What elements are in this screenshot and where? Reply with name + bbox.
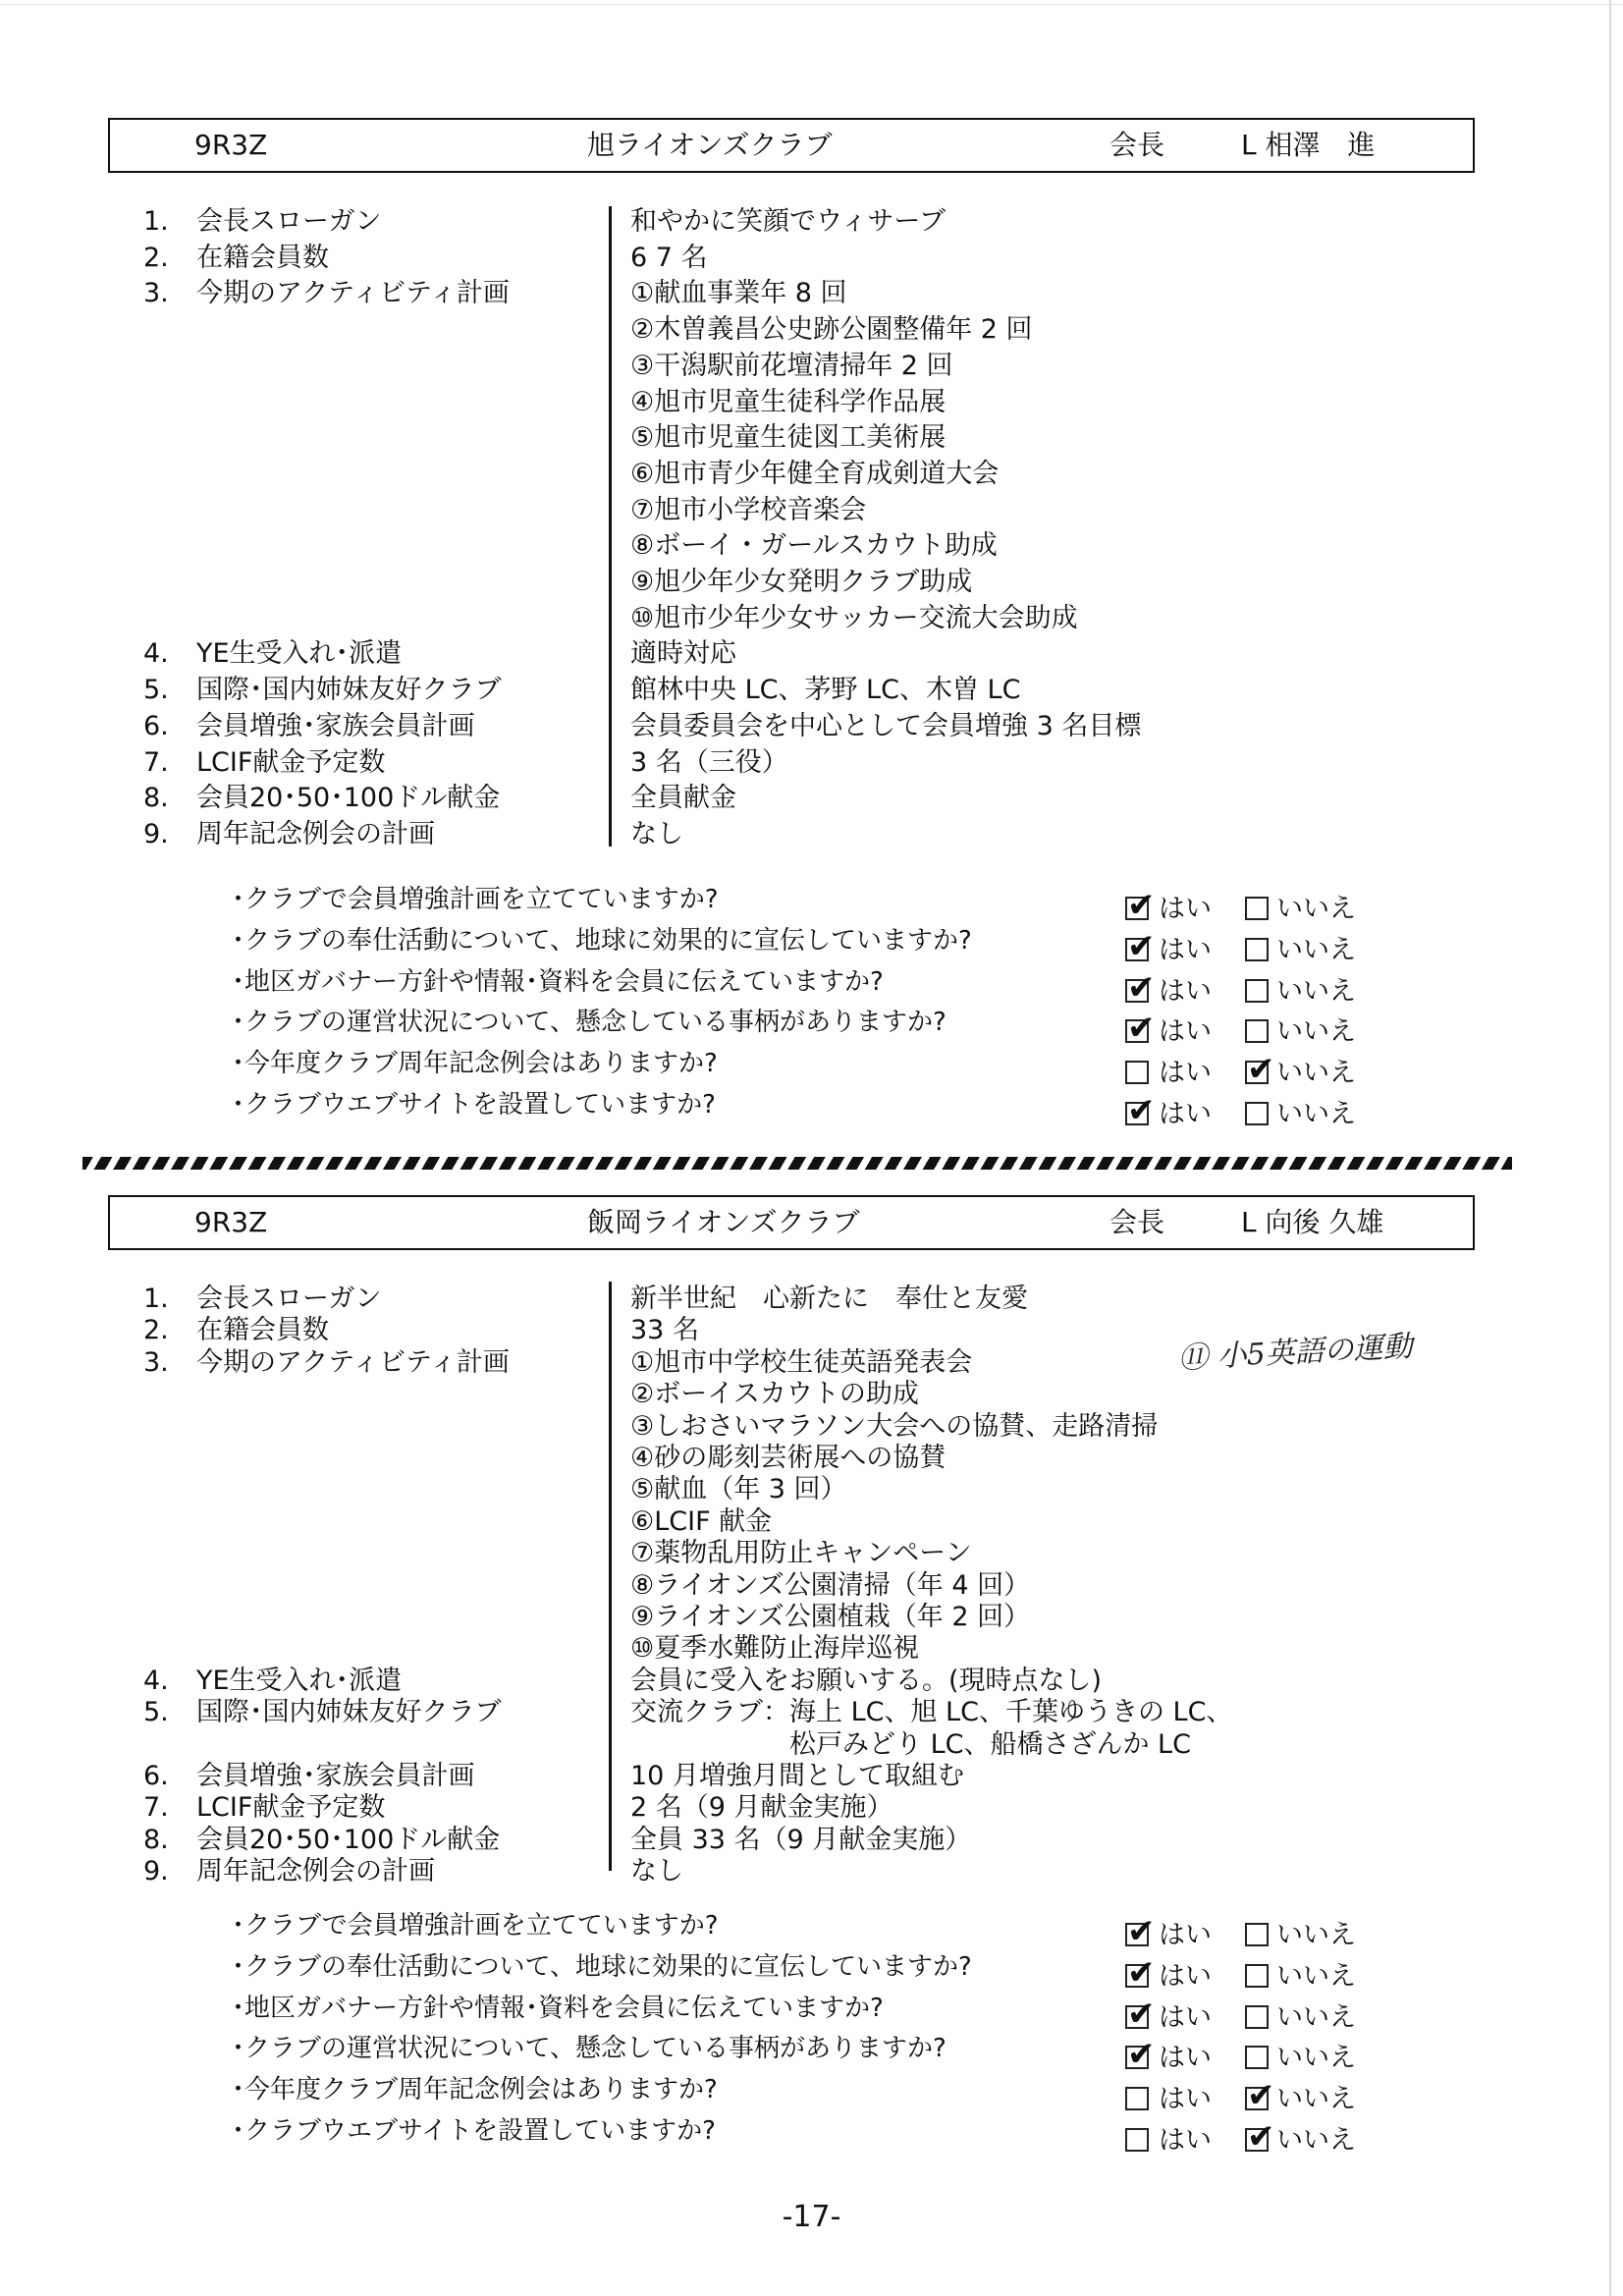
yes-label: はい <box>1159 934 1212 965</box>
item-number: 7. <box>143 746 169 778</box>
page-number: -17- <box>782 2200 841 2234</box>
item-value: ⑦旭市小学校音楽会 <box>630 494 867 525</box>
column-divider <box>609 1282 612 1871</box>
item-label: 周年記念例会の計画 <box>196 818 435 849</box>
item-value: ②ボーイスカウトの助成 <box>630 1379 919 1410</box>
item-label: 国際･国内姉妹友好クラブ <box>196 675 502 706</box>
club-header <box>108 118 1475 173</box>
yes-label: はい <box>1159 2125 1212 2156</box>
question-text: ･クラブの奉仕活動について、地球に効果的に宣伝していますか? <box>232 1951 972 1982</box>
yes-label: はい <box>1159 2084 1212 2115</box>
yes-checkbox[interactable] <box>1125 2005 1149 2029</box>
item-number: 5. <box>143 1697 169 1728</box>
item-value: 2 名（9 月献金実施） <box>630 1792 893 1824</box>
item-value: なし <box>630 818 683 849</box>
answer-group <box>1125 1920 1356 1951</box>
scan-top-edge <box>0 4 1623 5</box>
item-value: 3 名（三役） <box>630 746 788 778</box>
answer-group <box>1125 2125 1356 2157</box>
item-label: YE生受入れ･派遣 <box>196 1665 403 1696</box>
item-number: 4. <box>143 638 169 670</box>
item-number: 3. <box>143 278 169 309</box>
item-number: 7. <box>143 1792 169 1824</box>
item-value: ⑤献血（年 3 回） <box>630 1474 847 1505</box>
club-section-asahi <box>108 118 1483 1159</box>
item-label: 会長スローガン <box>196 206 382 237</box>
item-number: 6. <box>143 1761 169 1791</box>
question-text: ･地区ガバナー方針や情報･資料を会員に伝えていますか? <box>232 1993 884 2023</box>
item-number: 2. <box>143 242 169 273</box>
item-value: ⑨旭少年少女発明クラブ助成 <box>630 567 973 597</box>
item-value: ②木曽義昌公史跡公園整備年 2 回 <box>630 314 1033 346</box>
question-text: ･クラブで会員増強計画を立てていますか? <box>232 1911 719 1941</box>
yes-label: はい <box>1159 894 1212 924</box>
yes-checkbox[interactable] <box>1125 2046 1149 2069</box>
item-number: 9. <box>143 818 169 849</box>
item-value: ④旭市児童生徒科学作品展 <box>630 386 947 417</box>
item-label: 周年記念例会の計画 <box>196 1856 435 1887</box>
item-number: 3. <box>143 1346 169 1378</box>
item-value: ⑤旭市児童生徒図工美術展 <box>630 422 947 454</box>
item-number: 6. <box>143 710 169 741</box>
yes-checkbox[interactable] <box>1125 1061 1149 1084</box>
no-checkbox[interactable] <box>1245 1102 1269 1125</box>
no-label: いいえ <box>1276 1099 1356 1129</box>
president-role: 会長 <box>1109 1206 1165 1238</box>
item-value: 松戸みどり LC、船橋さざんか LC <box>630 1728 1191 1760</box>
club-header <box>108 1195 1475 1250</box>
yes-label: はい <box>1159 1920 1212 1950</box>
item-label: 会員増強･家族会員計画 <box>196 1761 475 1791</box>
district-code: 9R3Z <box>194 129 268 161</box>
yes-label: はい <box>1159 1016 1212 1048</box>
yes-checkbox[interactable] <box>1125 1102 1149 1125</box>
handwritten-note: ⑪ 小5英語の運動 <box>1177 1329 1414 1377</box>
no-checkbox[interactable] <box>1245 2128 1269 2152</box>
club-name: 旭ライオンズクラブ <box>587 129 833 161</box>
answer-group <box>1125 2084 1356 2115</box>
item-value: ⑧ライオンズ公園清掃（年 4 回） <box>630 1569 1031 1601</box>
item-value: 会員委員会を中心として会員増強 3 名目標 <box>630 710 1142 741</box>
item-value: ⑥LCIF 献金 <box>630 1505 773 1537</box>
answer-group <box>1125 2043 1356 2074</box>
item-value: ⑩夏季水難防止海岸巡視 <box>630 1633 920 1665</box>
yes-checkbox[interactable] <box>1125 897 1149 920</box>
yes-label: はい <box>1159 2043 1212 2074</box>
no-label: いいえ <box>1276 2001 1356 2033</box>
no-label: いいえ <box>1276 2043 1356 2074</box>
item-label: LCIF献金予定数 <box>196 746 386 778</box>
no-checkbox[interactable] <box>1245 1923 1269 1946</box>
yes-checkbox[interactable] <box>1125 2128 1149 2152</box>
item-value: ⑦薬物乱用防止キャンペーン <box>630 1538 972 1569</box>
item-number: 1. <box>143 1284 169 1314</box>
no-label: いいえ <box>1276 975 1356 1007</box>
item-label: 国際･国内姉妹友好クラブ <box>196 1697 502 1728</box>
item-value: ⑨ライオンズ公園植栽（年 2 回） <box>630 1602 1031 1632</box>
item-number: 1. <box>143 206 169 237</box>
no-checkbox[interactable] <box>1245 1019 1269 1043</box>
president-name: L 向後 久雄 <box>1241 1206 1384 1238</box>
item-label: 今期のアクティビティ計画 <box>196 1346 510 1378</box>
answer-group <box>1125 2002 1356 2034</box>
item-number: 8. <box>143 783 169 814</box>
column-divider <box>609 206 612 847</box>
item-value: ⑧ボーイ・ガールスカウト助成 <box>630 530 998 562</box>
question-text: ･クラブウエブサイトを設置していますか? <box>232 1090 716 1120</box>
item-label: 会員20･50･100ドル献金 <box>196 1824 501 1855</box>
no-label: いいえ <box>1276 1058 1356 1089</box>
item-label: YE生受入れ･派遣 <box>196 638 403 670</box>
no-checkbox[interactable] <box>1245 2046 1269 2069</box>
no-label: いいえ <box>1276 934 1356 965</box>
answer-group <box>1125 1961 1356 1993</box>
no-checkbox[interactable] <box>1245 979 1269 1003</box>
item-value: 6 7 名 <box>630 242 708 273</box>
answer-group <box>1125 1058 1356 1089</box>
item-label: 今期のアクティビティ計画 <box>196 278 510 309</box>
no-label: いいえ <box>1276 2084 1356 2115</box>
answer-group <box>1125 935 1356 966</box>
yes-label: はい <box>1159 975 1212 1007</box>
yes-checkbox[interactable] <box>1125 1019 1149 1043</box>
question-text: ･今年度クラブ周年記念例会はありますか? <box>232 2075 718 2105</box>
district-code: 9R3Z <box>194 1206 268 1238</box>
item-value: 新半世紀 心新たに 奉仕と友愛 <box>630 1284 1028 1314</box>
answer-group <box>1125 976 1356 1008</box>
no-label: いいえ <box>1276 1960 1356 1992</box>
item-value: ③しおさいマラソン大会への協賛、走路清掃 <box>630 1410 1159 1442</box>
question-text: ･クラブで会員増強計画を立てていますか? <box>232 885 719 914</box>
question-text: ･クラブの運営状況について、懸念している事柄がありますか? <box>232 2034 947 2064</box>
item-number: 9. <box>143 1856 169 1887</box>
item-value: なし <box>630 1856 683 1887</box>
item-label: 会員20･50･100ドル献金 <box>196 783 501 814</box>
item-label: 会員増強･家族会員計画 <box>196 710 475 741</box>
yes-checkbox[interactable] <box>1125 1923 1149 1946</box>
no-checkbox[interactable] <box>1245 1061 1269 1084</box>
item-number: 2. <box>143 1315 169 1346</box>
question-text: ･クラブウエブサイトを設置していますか? <box>232 2116 716 2146</box>
section-divider <box>82 1157 1512 1170</box>
item-value: ①旭市中学校生徒英語発表会 <box>630 1346 973 1378</box>
answer-group <box>1125 1099 1356 1130</box>
item-value: 和やかに笑顔でウィサーブ <box>630 206 947 237</box>
no-checkbox[interactable] <box>1245 2005 1269 2029</box>
item-value: ⑩旭市少年少女サッカー交流大会助成 <box>630 602 1078 633</box>
no-checkbox[interactable] <box>1245 938 1269 961</box>
item-number: 5. <box>143 675 169 706</box>
no-label: いいえ <box>1276 2125 1356 2156</box>
no-label: いいえ <box>1276 1920 1356 1950</box>
no-label: いいえ <box>1276 1016 1356 1048</box>
item-value: 全員献金 <box>630 783 736 814</box>
item-value: ⑥旭市青少年健全育成剣道大会 <box>630 458 1000 489</box>
item-number: 8. <box>143 1824 169 1855</box>
item-label: 在籍会員数 <box>196 1315 329 1346</box>
question-text: ･地区ガバナー方針や情報･資料を会員に伝えていますか? <box>232 966 884 997</box>
scan-right-edge <box>1609 0 1611 2296</box>
answer-group <box>1125 894 1356 925</box>
question-text: ･クラブの運営状況について、懸念している事柄がありますか? <box>232 1008 947 1038</box>
yes-checkbox[interactable] <box>1125 2087 1149 2110</box>
yes-checkbox[interactable] <box>1125 938 1149 961</box>
yes-label: はい <box>1159 2001 1212 2033</box>
item-value: ④砂の彫刻芸術展への協賛 <box>630 1443 947 1473</box>
question-text: ･クラブの奉仕活動について、地球に効果的に宣伝していますか? <box>232 925 972 956</box>
item-value: ③干潟駅前花壇清掃年 2 回 <box>630 350 953 381</box>
president-role: 会長 <box>1109 129 1165 161</box>
question-text: ･今年度クラブ周年記念例会はありますか? <box>232 1049 718 1079</box>
item-label: LCIF献金予定数 <box>196 1792 386 1824</box>
item-value: ①献血事業年 8 回 <box>630 278 847 309</box>
no-checkbox[interactable] <box>1245 1964 1269 1988</box>
no-label: いいえ <box>1276 894 1356 924</box>
item-value: 適時対応 <box>630 638 736 670</box>
item-label: 在籍会員数 <box>196 242 329 273</box>
president-name: L 相澤 進 <box>1241 129 1376 161</box>
yes-checkbox[interactable] <box>1125 979 1149 1003</box>
answer-group <box>1125 1016 1356 1048</box>
yes-label: はい <box>1159 1960 1212 1992</box>
club-name: 飯岡ライオンズクラブ <box>587 1206 860 1238</box>
item-value: 交流クラブ：海上 LC、旭 LC、千葉ゆうきの LC、 <box>630 1697 1233 1728</box>
no-checkbox[interactable] <box>1245 2087 1269 2110</box>
item-number: 4. <box>143 1665 169 1696</box>
yes-label: はい <box>1159 1058 1212 1089</box>
yes-label: はい <box>1159 1099 1212 1129</box>
item-value: 館林中央 LC、茅野 LC、木曽 LC <box>630 675 1021 706</box>
no-checkbox[interactable] <box>1245 897 1269 920</box>
yes-checkbox[interactable] <box>1125 1964 1149 1988</box>
item-label: 会長スローガン <box>196 1284 382 1314</box>
item-value: 会員に受入をお願いする。(現時点なし) <box>630 1665 1103 1696</box>
item-value: 10 月増強月間として取組む <box>630 1761 964 1791</box>
item-value: 全員 33 名（9 月献金実施） <box>630 1824 972 1855</box>
item-value: 33 名 <box>630 1315 699 1346</box>
